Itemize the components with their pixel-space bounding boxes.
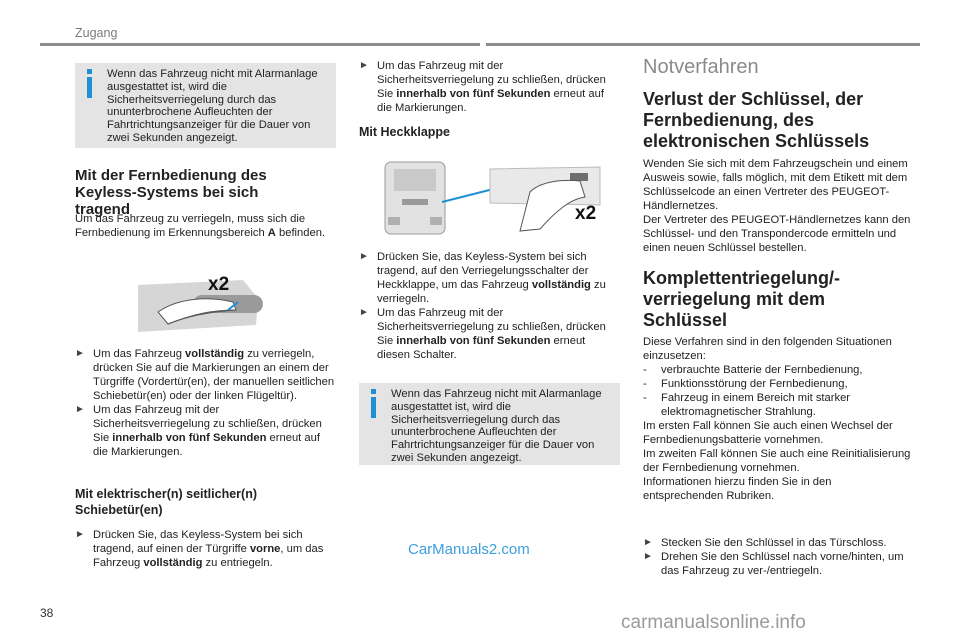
list-item: ► Um das Fahrzeug mit der Sicherheitsverriegelung zu schließen, drücken Sie innerhalb von fünf Sekunden erneut auf die Markierungen. xyxy=(75,404,322,458)
bullet-icon: ► xyxy=(359,251,369,262)
info-note xyxy=(359,383,620,465)
list-item: - Funktionsstörung der Fernbedienung, xyxy=(643,378,848,390)
bullet-icon: ► xyxy=(643,537,653,548)
list-item: ► Um das Fahrzeug mit der Sicherheitsverriegelung zu schließen, drücken Sie innerhalb von fünf Sekunden erneut auf die Markierungen. xyxy=(359,60,606,114)
press-twice-label: x2 xyxy=(575,203,597,224)
watermark-link[interactable]: CarManuals2.com xyxy=(408,541,530,558)
list-item: ► Drehen Sie den Schlüssel nach vorne/hinten, um das Fahrzeug zu ver-/entriegeln. xyxy=(643,551,904,577)
section-heading: Verlust der Schlüssel, der Fernbedienung, des elektronischen Schlüssels xyxy=(643,89,870,151)
paragraph-group xyxy=(643,335,913,503)
bullet-icon: ► xyxy=(359,307,369,318)
section-heading: Mit der Fernbedienung des Keyless-Systems bei sich tragend xyxy=(75,167,267,218)
section-heading: Mit elektrischer(n) seitlicher(n) Schiebetür(en) xyxy=(75,487,257,517)
header-rule xyxy=(486,43,920,46)
bullet-list xyxy=(75,528,337,570)
list-item: - Fahrzeug in einem Bereich mit starker elektromagnetischer Strahlung. xyxy=(643,392,851,418)
bullet-icon: ► xyxy=(359,60,369,71)
intro-paragraph: Um das Fahrzeug zu verriegeln, muss sich die Fernbedienung im Erkennungsbereich A befinden. xyxy=(75,213,326,239)
paragraph: Informationen hierzu finden Sie in den entsprechenden Rubriken. xyxy=(643,476,832,502)
section-title: Zugang xyxy=(75,26,118,40)
paragraph: Wenden Sie sich mit dem Fahrzeugschein und einem Ausweis sowie, falls möglich, mit dem Etikett mit dem Schlüsselcode an einen Vertreter des PEUGEOT-Händlernetzes. xyxy=(643,158,908,212)
bullet-list xyxy=(643,536,913,578)
list-item: ► Um das Fahrzeug vollständig zu verriegeln, drücken Sie auf die Markierungen an einem der Türgriffe (Vordertür(en), der manuellen seitlichen Schiebetür(en) oder der linken Flügeltür). xyxy=(75,348,335,402)
list-item: - verbrauchte Batterie der Fernbedienung, xyxy=(643,364,863,376)
page-number: 38 xyxy=(40,606,54,620)
tailgate-illustration xyxy=(380,157,605,239)
bullet-list xyxy=(359,250,621,362)
header-rule xyxy=(40,43,480,46)
footer-watermark: carmanualsonline.info xyxy=(621,612,806,633)
section-heading: Mit Heckklappe xyxy=(359,125,451,139)
list-item: ► Um das Fahrzeug mit der Sicherheitsverriegelung zu schließen, drücken Sie innerhalb von fünf Sekunden erneut diesen Schalter. xyxy=(359,307,606,361)
paragraph: Im zweiten Fall können Sie auch eine Reinitialisierung der Fernbedienung vornehmen. xyxy=(643,448,911,474)
section-heading: Komplettentriegelung/-verriegelung mit dem Schlüssel xyxy=(643,268,840,330)
bullet-icon: ► xyxy=(643,551,653,562)
paragraph: Der Vertreter des PEUGEOT-Händlernetzes kann den Schlüssel- und den Transpondercode ermitteln und einen neuen Schlüssel bestellen. xyxy=(643,214,911,254)
info-note xyxy=(75,63,336,148)
list-item: ► Drücken Sie, das Keyless-System bei sich tragend, auf einen der Türgriffe vorne, um das Fahrzeug vollständig zu entriegeln. xyxy=(75,529,324,569)
info-icon xyxy=(369,389,379,417)
paragraph: Diese Verfahren sind in den folgenden Situationen einzusetzen: xyxy=(643,336,892,362)
bullet-icon: ► xyxy=(75,348,85,359)
bullet-icon: ► xyxy=(75,404,85,415)
page-title: Notverfahren xyxy=(643,56,759,78)
press-twice-label: x2 xyxy=(208,274,230,295)
door-handle-illustration xyxy=(138,270,278,345)
list-item: ► Stecken Sie den Schlüssel in das Türschloss. xyxy=(643,537,887,549)
bullet-list xyxy=(359,59,621,115)
bullet-icon: ► xyxy=(75,529,85,540)
info-note-text: Wenn das Fahrzeug nicht mit Alarmanlage ausgestattet ist, wird die Sicherheitsverriegelung durch das ununterbrochene Aufleuchten der Fahrtrichtungsanzeiger für die Dauer von zwei Sekunden angezeigt. xyxy=(107,68,318,144)
bullet-list xyxy=(75,347,337,459)
paragraph: Im ersten Fall können Sie auch einen Wechsel der Fernbedienungsbatterie vornehmen. xyxy=(643,420,893,446)
info-icon xyxy=(85,69,95,97)
list-item: ► Drücken Sie, das Keyless-System bei sich tragend, auf den Verriegelungsschalter der Heckklappe, um das Fahrzeug vollständig zu verriegeln. xyxy=(359,251,606,305)
info-note-text: Wenn das Fahrzeug nicht mit Alarmanlage ausgestattet ist, wird die Sicherheitsverriegelung durch das ununterbrochene Aufleuchten der Fahrtrichtungsanzeiger für die Dauer von zwei Sekunden angezeigt. xyxy=(391,388,602,464)
paragraph-group xyxy=(643,157,913,255)
